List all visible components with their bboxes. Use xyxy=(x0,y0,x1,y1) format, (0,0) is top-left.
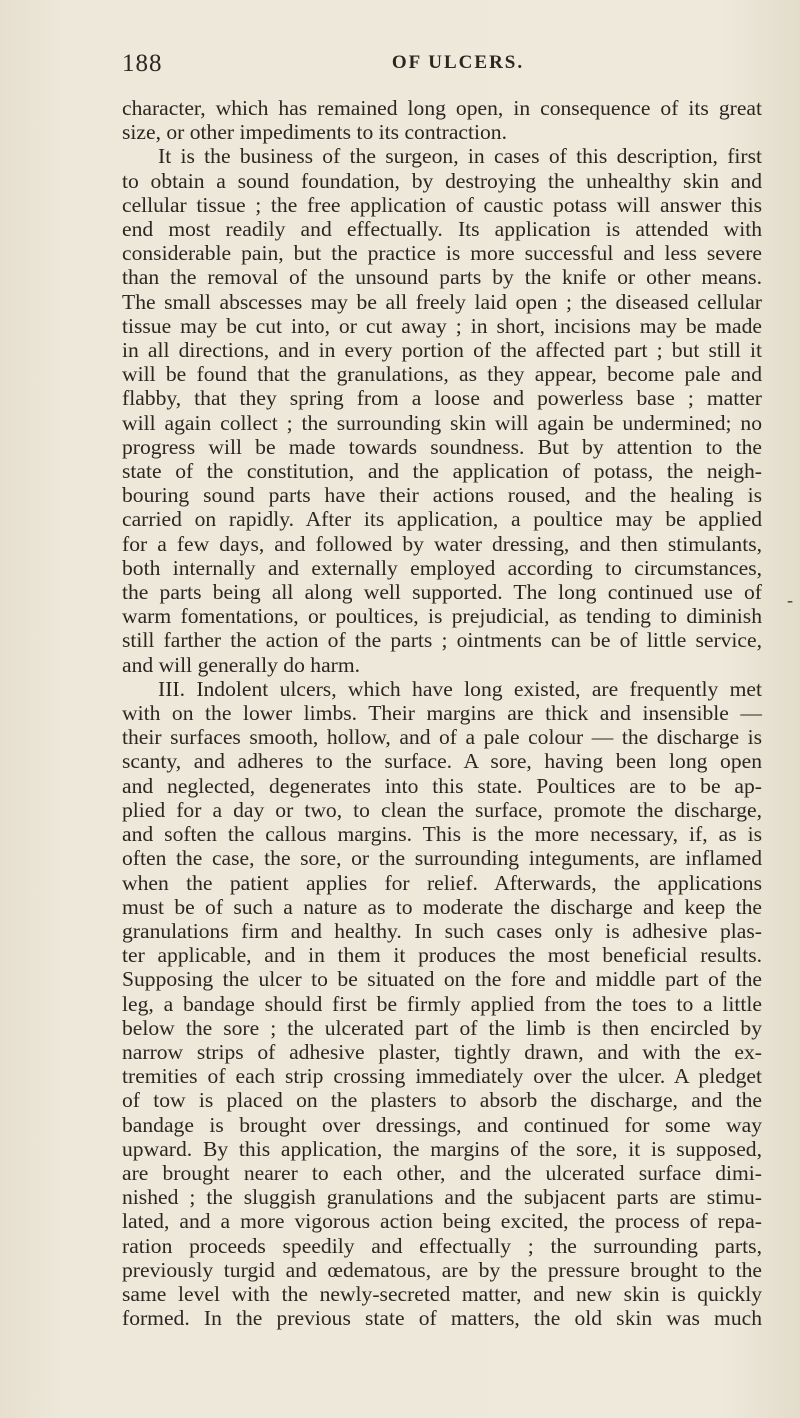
text-line: will be found that the granulations, as they appear, become pale and xyxy=(122,362,762,387)
text-line: lated, and a more vigorous action being excited, the process of repa- xyxy=(122,1209,762,1234)
text-line: same level with the newly-secreted matter, and new skin is quickly xyxy=(122,1281,762,1306)
text-line: ration proceeds speedily and effectually ; the surrounding parts, xyxy=(122,1233,762,1258)
text-line: than the removal of the unsound parts by the knife or other means. xyxy=(122,265,762,290)
text-line: cellular tissue ; the free application of caustic potass will answer this xyxy=(122,192,762,217)
text-line: state of the constitution, and the application of potass, the neigh- xyxy=(122,459,762,484)
text-line: ter applicable, and in them it produces the most beneficial results. xyxy=(122,943,762,968)
text-line: of tow is placed on the plasters to absorb the discharge, and the xyxy=(122,1088,762,1113)
text-line: size, or other impediments to its contraction. xyxy=(122,120,507,145)
text-line: when the patient applies for relief. Afterwards, the applications xyxy=(122,870,762,895)
text-line: considerable pain, but the practice is more successful and less severe xyxy=(122,241,762,266)
text-line: for a few days, and followed by water dressing, and then stimulants, xyxy=(122,531,762,556)
text-line: both internally and externally employed according to circumstances, xyxy=(122,555,762,580)
text-line: bouring sound parts have their actions roused, and the healing is xyxy=(122,483,762,508)
text-line: with on the lower limbs. Their margins are thick and insensible — xyxy=(122,701,762,726)
text-line: progress will be made towards soundness. But by attention to the xyxy=(122,434,762,459)
text-line: nished ; the sluggish granulations and the subjacent parts are stimu- xyxy=(122,1185,762,1210)
text-line: narrow strips of adhesive plaster, tightly drawn, and with the ex- xyxy=(122,1039,762,1064)
text-line: the parts being all along well supported. The long continued use of xyxy=(122,580,762,605)
text-line: to obtain a sound foundation, by destroying the unhealthy skin and xyxy=(122,168,762,193)
text-line: below the sore ; the ulcerated part of the limb is then encircled by xyxy=(122,1015,762,1040)
body-text xyxy=(122,96,762,1330)
text-line: their surfaces smooth, hollow, and of a pale colour — the discharge is xyxy=(122,725,762,750)
running-title: OF ULCERS. xyxy=(391,52,525,73)
text-line: tissue may be cut into, or cut away ; in short, incisions may be made xyxy=(122,313,762,338)
text-line: previously turgid and œdematous, are by the pressure brought to the xyxy=(122,1257,762,1282)
text-line: and will generally do harm. xyxy=(122,652,361,677)
text-line: granulations firm and healthy. In such cases only is adhesive plas- xyxy=(122,918,762,943)
text-line: The small abscesses may be all freely laid open ; the diseased cellular xyxy=(122,289,762,314)
text-line: end most readily and effectually. Its application is attended with xyxy=(122,217,762,242)
running-head xyxy=(122,50,754,80)
text-line: are brought nearer to each other, and the ulcerated surface dimi- xyxy=(122,1160,762,1185)
text-line: formed. In the previous state of matters, the old skin was much xyxy=(122,1306,762,1331)
text-line: bandage is brought over dressings, and continued for some way xyxy=(122,1112,762,1137)
text-line: in all directions, and in every portion of the affected part ; but still it xyxy=(122,338,762,363)
text-line: often the case, the sore, or the surrounding integuments, are inflamed xyxy=(122,846,762,871)
text-line: and neglected, degenerates into this state. Poultices are to be ap- xyxy=(122,773,762,798)
text-line: flabby, that they spring from a loose and powerless base ; matter xyxy=(122,386,762,411)
text-line: III. Indolent ulcers, which have long existed, are frequently met xyxy=(158,676,762,701)
text-line: tremities of each strip crossing immediately over the ulcer. A pledget xyxy=(122,1064,762,1089)
text-line: character, which has remained long open, in consequence of its great xyxy=(122,96,762,120)
text-line: carried on rapidly. After its application, a poultice may be applied xyxy=(122,507,762,532)
text-line: must be of such a nature as to moderate the discharge and keep the xyxy=(122,894,762,919)
text-line: It is the business of the surgeon, in cases of this description, first xyxy=(158,144,762,169)
margin-mark: - xyxy=(787,590,793,610)
page-number: 188 xyxy=(122,50,163,77)
text-line: warm fomentations, or poultices, is prejudicial, as tending to diminish xyxy=(122,604,762,629)
text-line: and soften the callous margins. This is the more necessary, if, as is xyxy=(122,822,762,847)
text-line: upward. By this application, the margins of the sore, it is supposed, xyxy=(122,1136,762,1161)
text-line: scanty, and adheres to the surface. A sore, having been long open xyxy=(122,749,762,774)
text-line: plied for a day or two, to clean the surface, promote the discharge, xyxy=(122,797,762,822)
text-line: will again collect ; the surrounding skin will again be undermined; no xyxy=(122,410,762,435)
text-line: still farther the action of the parts ; ointments can be of little service, xyxy=(122,628,762,653)
text-line: Supposing the ulcer to be situated on the fore and middle part of the xyxy=(122,967,762,992)
text-line: leg, a bandage should first be firmly applied from the toes to a little xyxy=(122,991,762,1016)
